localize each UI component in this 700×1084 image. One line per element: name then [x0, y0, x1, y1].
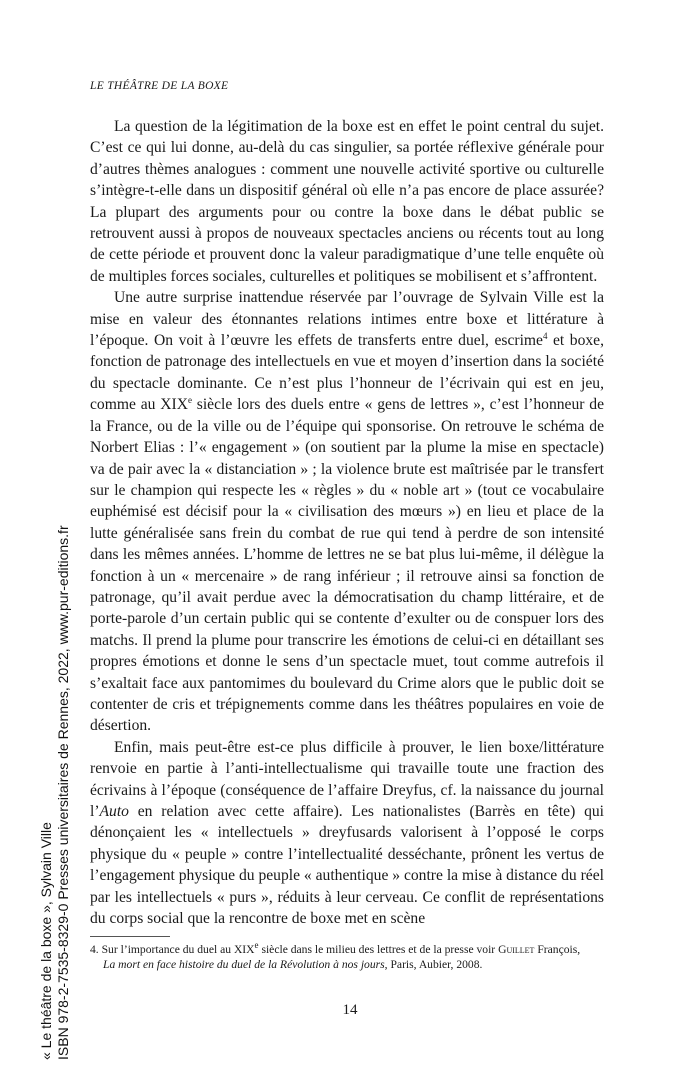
journal-title: Auto	[99, 803, 129, 820]
footnote-author-first-name: François,	[534, 943, 581, 956]
side-credit	[38, 300, 72, 1060]
century-superscript: e	[187, 395, 192, 406]
footnote-reference[interactable]: 4	[542, 330, 548, 341]
footnote-book-title: La mort en face histoire du duel de la Révolution à nos jours	[103, 958, 385, 971]
footnote-text-2: siècle dans le milieu des lettres et de la presse voir	[258, 943, 499, 956]
century-numeral: XIX	[160, 396, 188, 414]
paragraph-2-part-2: et boxe, fonction de patronage des intellectuels en vue et moyen d’insertion dans la société du spectacle dominante. Ce n’est plus l’honneur de l’écrivain qui est en jeu, comme au	[90, 332, 605, 414]
paragraph-2-part-3: siècle lors des duels entre « gens de lettres », c’est l’honneur de la France, ou de la ville ou de l’équipe qui sponsorise. On retrouve le schéma de Norbert Elias : l’« engagement » (on soutient par la plume la mise en spectacle) va de pair avec la « distanciation » ; la violence brute est maîtrisée par le transfert sur le champion qui respecte les « règles » du « noble art » (tout ce vocabulaire euphémisé est décisif pour la « civilisation des mœurs ») en lieu et place de la lutte généralisée sans frein du combat de rue qui tend à perdre de son intensité dans les mêmes années. L’homme de lettres ne se bat plus lui-même, il délègue la fonction à un « mercenaire » de rang inférieur ; il retrouve ainsi sa fonction de patronage, qu’il avait perdue avec la démocratisation du champ littéraire, et de porte-parole d’un certain public qui se contente d’exulter ou de conspuer lors des matchs. Il prend la plume pour transcrire les émotions de celui-ci en détaillant ses propres émotions et donne le sens d’un spectacle muet, tout comme autrefois il s’exaltait face aux pantomimes du boulevard du Crime alors que le public doit se contenter de cris et trépignements comme dans les théâtres populaires en voie de désertion.	[90, 396, 604, 735]
page-number: 14	[342, 1002, 358, 1018]
paragraph-2-part-1: Une autre surprise inattendue réservée par l’ouvrage de Sylvain Ville est la mise en valeur des étonnantes relations intimes entre boxe et littérature à l’époque. On voit à l’œuvre les effets de transferts entre duel, escrime	[90, 289, 604, 350]
footnote-century-superscript: e	[254, 940, 259, 951]
paragraph-3	[90, 737, 604, 930]
paragraph-3-part-1: Enfin, mais peut-être est-ce plus difficile à prouver, le lien boxe/littérature renvoie en partie à l’anti-intellectualisme qui travaille toute une fraction des écrivains à l’époque (conséquence de l’affaire Dreyfus, cf. la naissance du journal l’	[90, 738, 604, 820]
footnote-century-numeral: XIX	[233, 943, 255, 956]
running-head: LE THÉÂTRE DE LA BOXE	[90, 80, 229, 92]
body-text	[90, 116, 604, 929]
side-credit-line-2[interactable]: ISBN 978-2-7535-8329-0 Presses universitaires de Rennes, 2022, www.pur-editions.fr	[55, 525, 71, 1060]
paragraph-1: La question de la légitimation de la boxe est en effet le point central du sujet. C’est ce qui lui donne, au-delà du cas singulier, sa portée réflexive générale pour d’autres thèmes analogues : comment une nouvelle activité sportive ou culturelle s’intègre-t-elle dans un dispositif général où elle n’a pas encore de place assurée? La plupart des arguments pour ou contre la boxe dans le débat public se retrouvent aussi à propos de nouveaux spectacles anciens ou récents tout au long de cette période et prouvent donc la valeur paradigmatique d’une telle enquête où de multiples forces sociales, culturelles et politiques se mobilisent et s’affrontent.	[90, 118, 604, 285]
footnote-publication: , Paris, Aubier, 2008.	[384, 958, 483, 971]
side-credit-line-1: « Le théâtre de la boxe », Sylvain Ville	[38, 822, 54, 1060]
footnote-text-1: Sur l’importance du duel au	[98, 943, 234, 956]
footnote-number: 4.	[90, 943, 99, 956]
footnote-rule	[90, 936, 170, 937]
footnote-author-surname: Guillet	[498, 943, 535, 956]
paragraph-3-part-2: en relation avec cette affaire). Les nationalistes (Barrès en tête) qui dénonçaient les « intellectuels » dreyfusards valorisent à l’opposé le corps physique du « peuple » contre l’intellectualité desséchante, prônent les vertus de l’engagement physique du peuple « authentique » contre la mise à distance du réel par les intellectuels « purs », réduits à leur cerveau. Ce conflit de représentations du corps social que la rencontre de boxe met en scène	[90, 803, 604, 928]
footnote	[90, 942, 604, 972]
paragraph-2	[90, 287, 604, 737]
footnote-continuation	[90, 957, 604, 972]
